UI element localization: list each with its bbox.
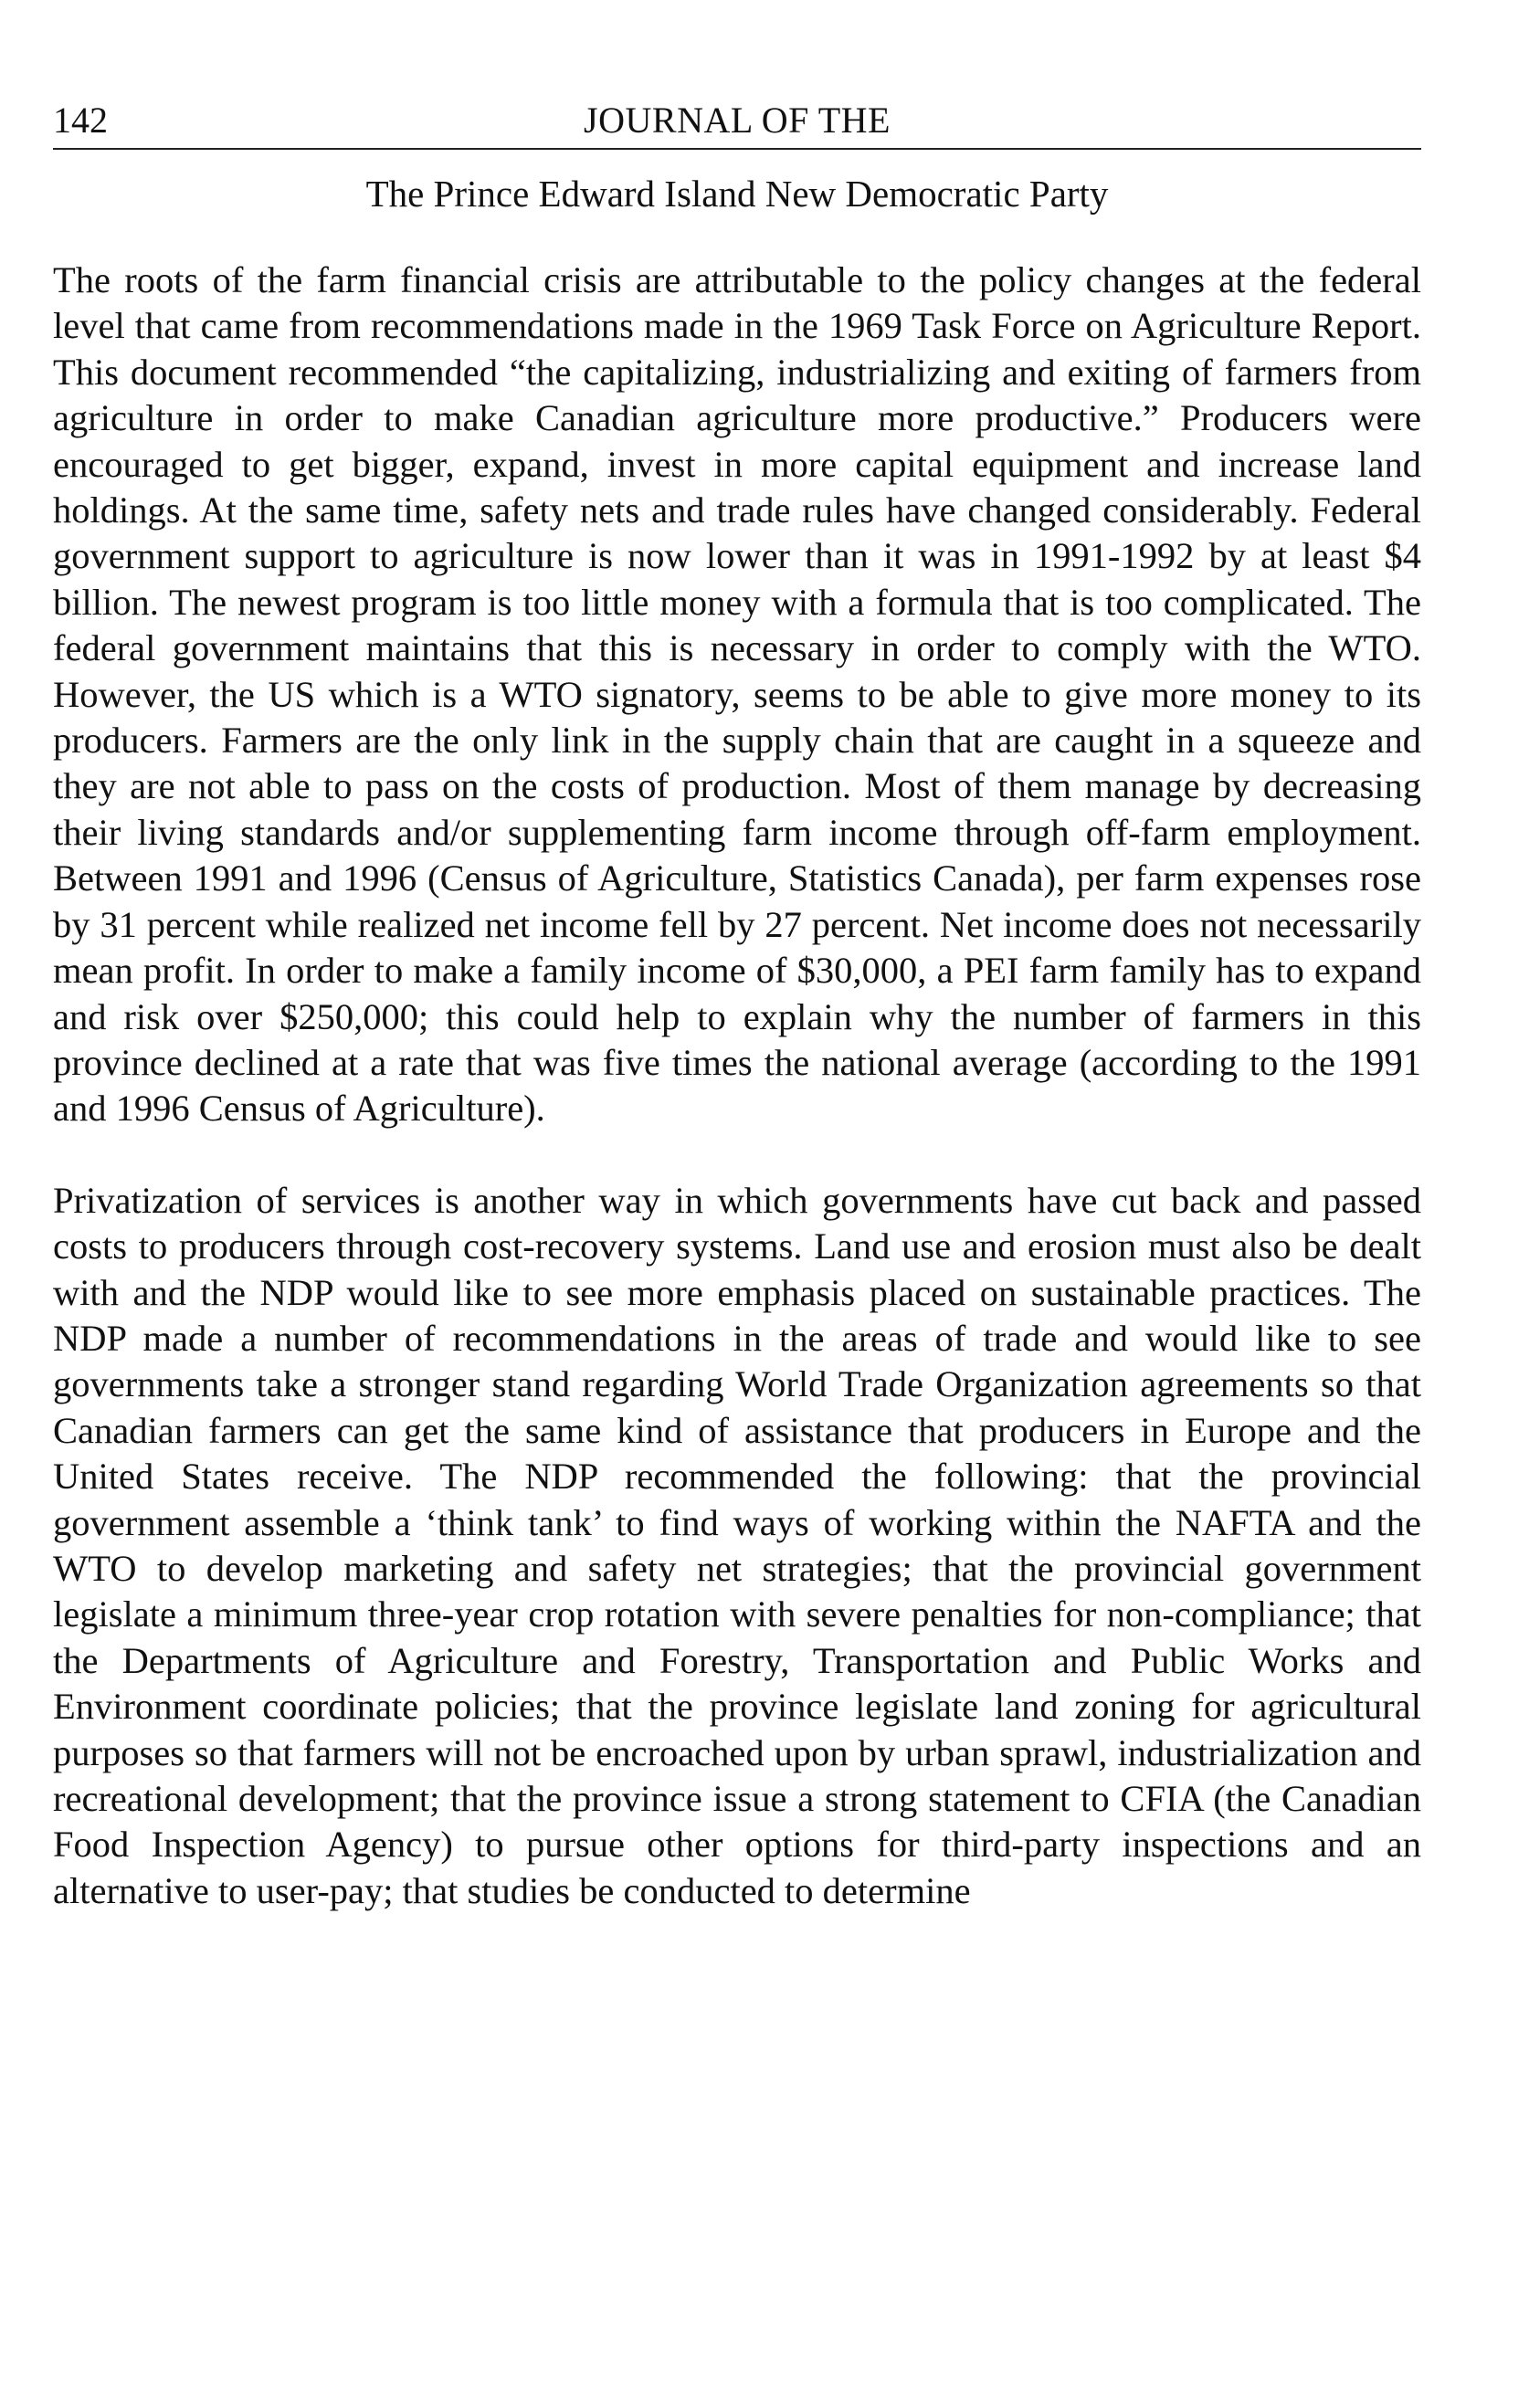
document-page xyxy=(53,99,1421,1960)
body-text xyxy=(53,258,1421,1914)
page-number: 142 xyxy=(53,100,108,141)
paragraph-2: Privatization of services is another way in which governments have cut back and passed costs to producers through cost-recovery systems. Land use and erosion must also be dealt with and the NDP would like to see more emphasis placed on sustainable practices. The NDP made a number of recommendations in the areas of trade and would like to see governments take a stronger stand regarding World Trade Organization agreements so that Canadian farmers can get the same kind of assistance that producers in Europe and the United States receive. The NDP recommended the following: that the provincial government assemble a ‘think tank’ to find ways of working within the NAFTA and the WTO to develop marketing and safety net strategies; that the provincial government legislate a minimum three-year crop rotation with severe penalties for non-compliance; that the Departments of Agriculture and Forestry, Transportation and Public Works and Environment coordinate policies; that the province legislate land zoning for agricultural purposes so that farmers will not be encroached upon by urban sprawl, industrialization and recreational development; that the province issue a strong statement to CFIA (the Canadian Food Inspection Agency) to pursue other options for third-party inspections and an alternative to user-pay; that studies be conducted to determine xyxy=(53,1179,1421,1911)
paragraph-1: The roots of the farm financial crisis are attributable to the policy changes at the federal level that came from recommendations made in the 1969 Task Force on Agriculture Report. This document recommended “the capitalizing, industrializing and exiting of farmers from agriculture in order to make Canadian agriculture more productive.” Producers were encouraged to get bigger, expand, invest in more capital equipment and increase land holdings. At the same time, safety nets and trade rules have changed considerably. Federal government support to agriculture is now lower than it was in 1991-1992 by at least $4 billion. The newest program is too little money with a formula that is too complicated. The federal government maintains that this is necessary in order to comply with the WTO. However, the US which is a WTO signatory, seems to be able to give more money to its producers. Farmers are the only link in the supply chain that are caught in a squeeze and they are not able to pass on the costs of production. Most of them manage by decreasing their living standards and/or supplementing farm income through off-farm employment. Between 1991 and 1996 (Census of Agriculture, Statistics Canada), per farm expenses rose by 31 percent while realized net income fell by 27 percent. Net income does not necessarily mean profit. In order to make a family income of $30,000, a PEI farm family has to expand and risk over $250,000; this could help to explain why the number of farmers in this province declined at a rate that was five times the national average (according to the 1991 and 1996 Census of Agriculture). xyxy=(53,259,1421,1130)
section-heading: The Prince Edward Island New Democratic Party xyxy=(365,173,1109,215)
journal-title: JOURNAL OF THE xyxy=(584,100,891,141)
running-header xyxy=(53,99,1421,150)
